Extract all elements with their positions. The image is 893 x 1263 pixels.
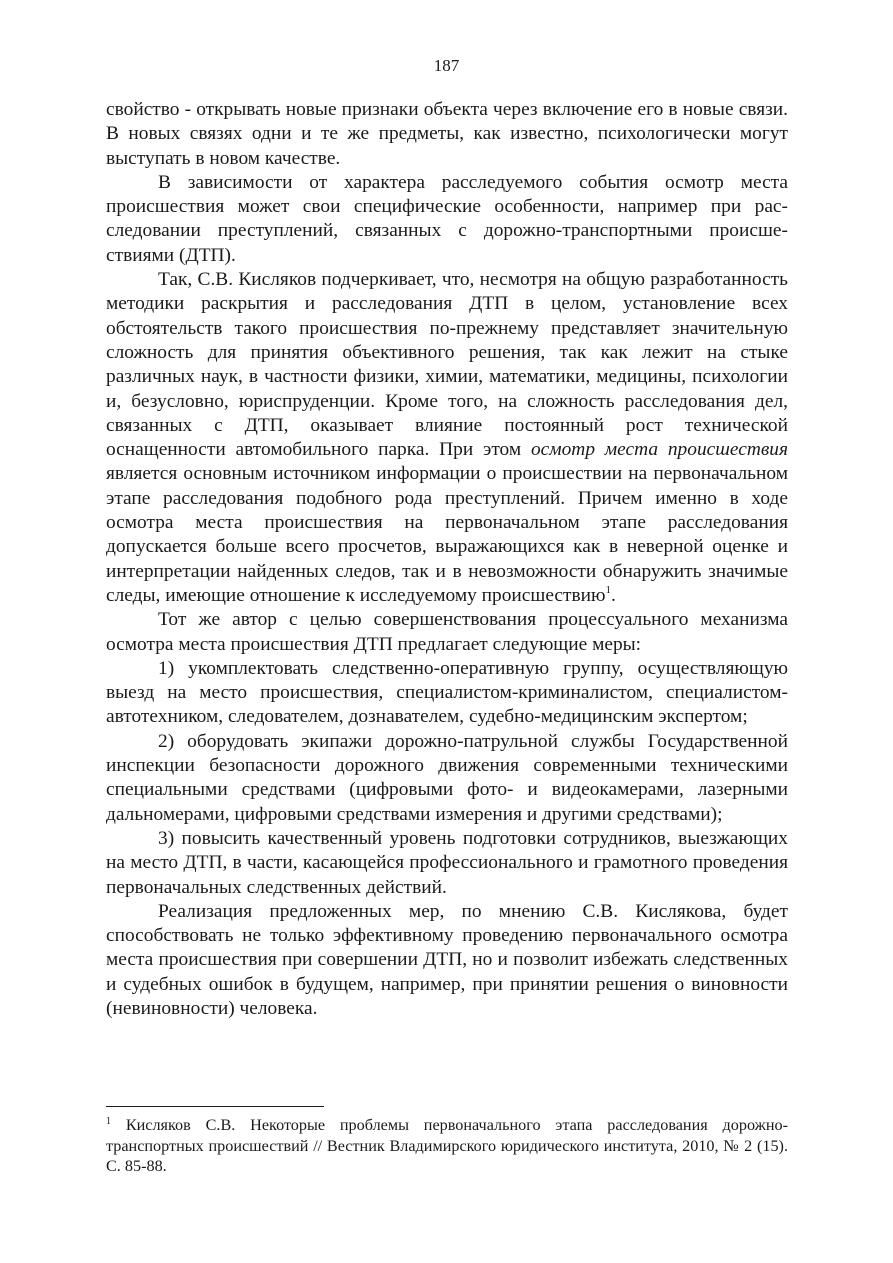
list-item-2: 2) оборудовать экипажи дорожно-патрульной службы Государственной инспекции безопасности дорожного движения современными техническими специальными средствами (цифровыми фото- и видеокамерами, лазерными дальномерами, цифровыми средствами измерения и другими средствами); [106, 730, 788, 825]
paragraph-2: В зависимости от характера расследуемого события осмотр места происшествия может свои специфические особенности, например при расследовании преступлений, связанных с дорожно-транспортными происшествиями (ДТП). [106, 171, 788, 266]
emphasis-inspection: осмотр места происшествия [530, 439, 788, 461]
paragraph-3-text-b: является основным источником информации о происшествии на первоначальном этапе расследования подобного рода преступлений. Причем именно в ходе осмотра места происшествия на первоначальном этапе расследования допускается больше всего просчетов, выражающихся как в неверной оценке и интерпретации найденных следов, так и в невозможности обнаружить значимые следы, имеющие отношение к исследуемому происшествию [106, 463, 788, 606]
list-item-1: 1) укомплектовать следственно-оперативную группу, осуществляющую выезд на место происшествия, специалистом-криминалистом, специалистом-автотехником, следователем, дознавателем, судебно-медицинским экспертом; [106, 657, 788, 728]
paragraph-3 [106, 268, 788, 608]
paragraph-4: Тот же автор с целью совершенствования процессуального механизма осмотра места происшествия ДТП предлагает следующие меры: [106, 609, 788, 655]
paragraph-1: свойство - открывать новые признаки объекта через включение его в новые связи. В новых связях одни и те же предметы, как известно, психологически могут выступать в новом качестве. [106, 99, 788, 169]
page-number: 187 [433, 56, 460, 75]
list-item-3: 3) повысить качественный уровень подготовки сотрудников, выезжающих на место ДТП, в части, касающейся профессионального и грамотного проведения первоначальных следственных действий. [106, 827, 788, 898]
paragraph-3-text-a: Так, С.В. Кисляков подчеркивает, что, несмотря на общую разработанность методики раскрытия и расследования ДТП в целом, установление всех обстоятельств такого происшествия по-прежнему представляет значительную сложность для принятия объективного решения, так как лежит на стыке различных наук, в частности физики, химии, математики, медицины, психологии и, безусловно, юриспруденции. Кроме того, на сложность расследования дел, связанных с ДТП, оказывает влияние постоянный рост технической оснащенности автомобильного парка. При этом [106, 269, 788, 461]
body-text [106, 98, 788, 1021]
paragraph-5: Реализация предложенных мер, по мнению С.В. Кислякова, будет способствовать не только эффективному проведению первоначального осмотра места происшествия при совершении ДТП, но и позволит избежать следственных и судебных ошибок в будущем, например, при принятии решения о виновности (невиновности) человека. [106, 900, 788, 1019]
footnote-text: Кисляков С.В. Некоторые проблемы первоначального этапа расследования дорожно-транспортных происшествий // Вестник Владимирского юридического института, 2010, № 2 (15). С. 85-88. [106, 1116, 788, 1175]
paragraph-3-end: . [611, 584, 616, 606]
footnote-marker: 1 [106, 1116, 111, 1127]
footnote-ref[interactable]: 1 [605, 583, 612, 596]
footnote [106, 1115, 788, 1177]
footnote-divider [106, 1106, 324, 1107]
